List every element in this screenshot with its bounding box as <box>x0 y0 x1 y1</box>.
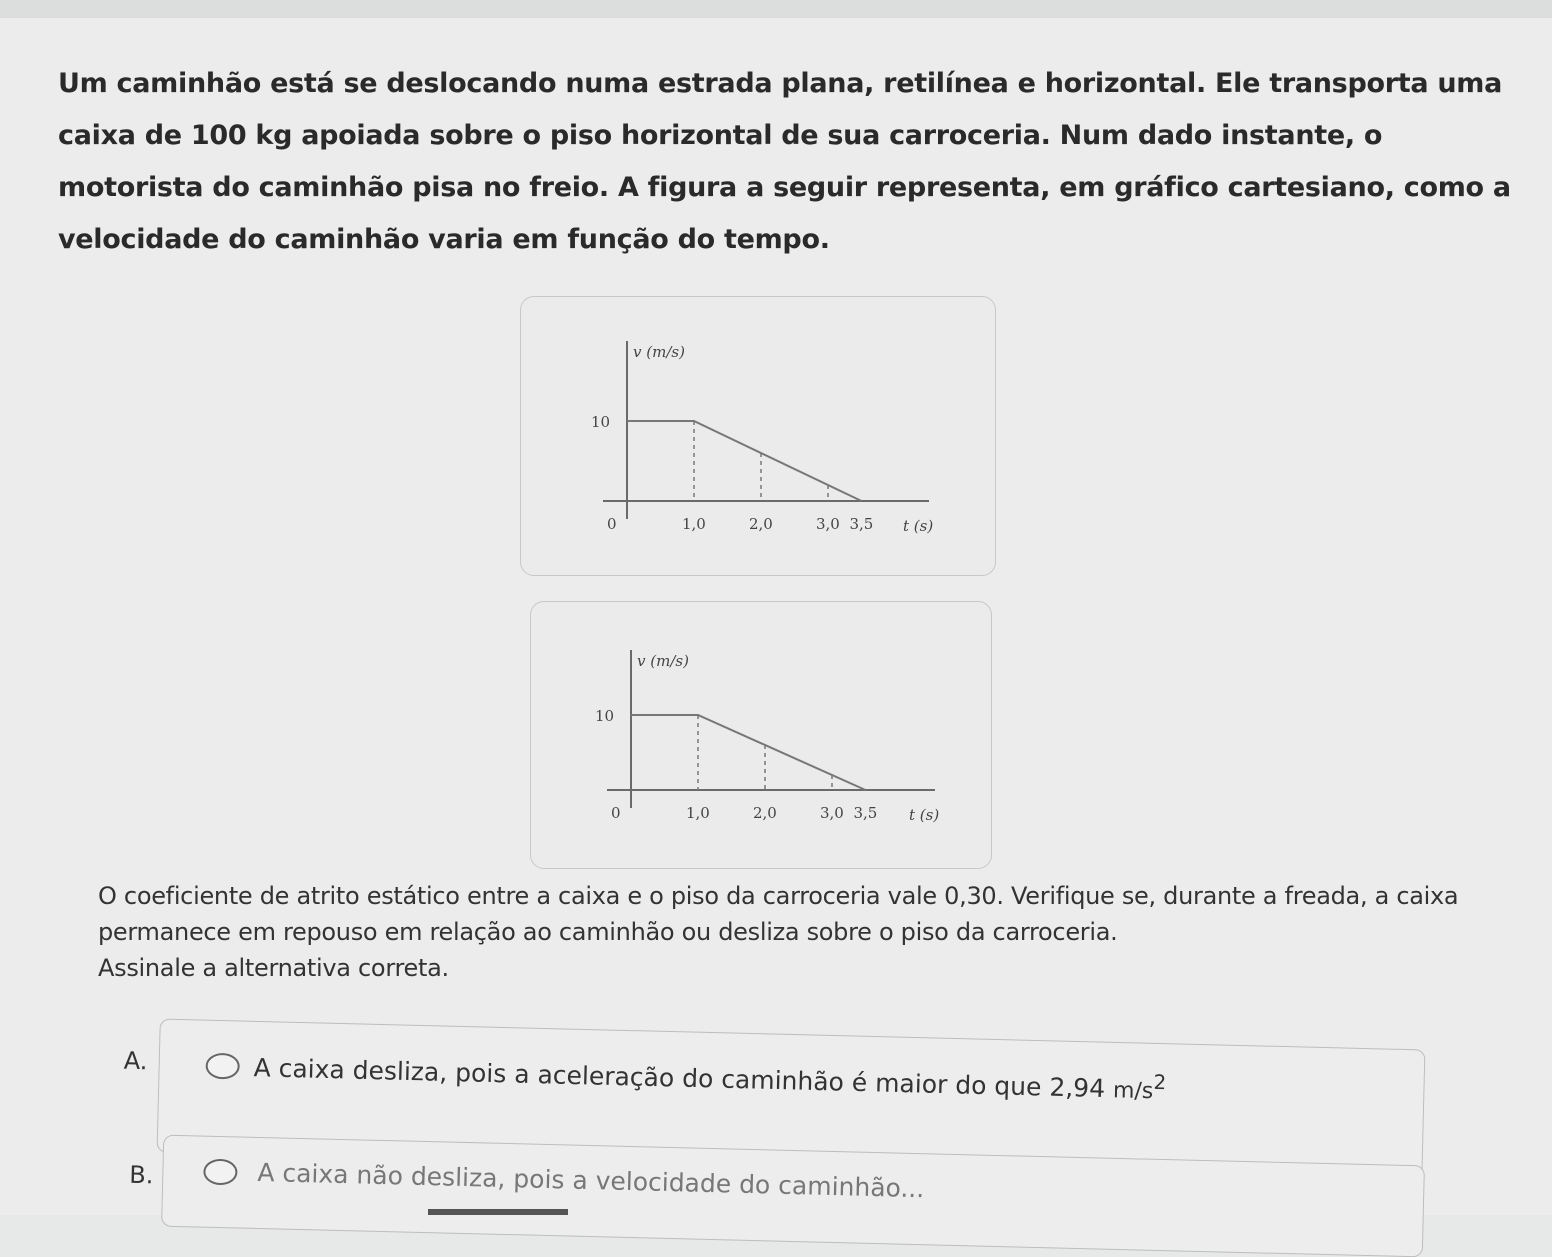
radio-a[interactable] <box>205 1053 240 1080</box>
x-tick-label: 1,0 <box>682 515 706 533</box>
velocity-series-line <box>631 715 866 790</box>
option-a-unit: m/s <box>1112 1078 1154 1105</box>
option-a-text <box>253 1048 1166 1105</box>
question-intro: Um caminhão está se deslocando numa estrada plana, retilínea e horizontal. Ele transporta uma caixa de 100 kg apoiada sobre o piso horizontal de sua carroceria. Num dado instante, o motorista do caminhão pisa no freio. A figura a seguir representa, em gráfico cartesiano, como a velocidade do caminhão varia em função do tempo. <box>58 68 1511 255</box>
velocity-series-line <box>627 421 862 501</box>
question-body <box>98 878 1518 986</box>
x-axis-label: t (s) <box>903 517 934 535</box>
x-tick-label: 2,0 <box>749 515 773 533</box>
x-tick-label: 3,0 <box>816 515 840 533</box>
x-tick-label: 0 <box>607 515 617 533</box>
graph-svg <box>531 602 991 868</box>
y-axis-label: v (m/s) <box>633 343 685 361</box>
option-letter: B. <box>128 1160 154 1190</box>
option-letter: A. <box>123 1046 148 1076</box>
option-a-exponent: 2 <box>1153 1069 1167 1095</box>
question-statement: O coeficiente de atrito estático entre a caixa e o piso da carroceria vale 0,30. Verifique se, durante a freada, a caixa permanece em repouso em relação ao caminhão ou desliza sobre o piso da carroceria. <box>98 882 1459 946</box>
x-tick-label: 2,0 <box>753 804 777 822</box>
y-tick-label: 10 <box>595 707 615 725</box>
option-a-label: A caixa desliza, pois a aceleração do caminhão é maior do que 2,94 <box>253 1053 1106 1103</box>
x-tick-label: 3,5 <box>849 515 874 533</box>
velocity-time-graph <box>520 296 996 576</box>
question-instruction: Assinale a alternativa correta. <box>98 954 449 982</box>
radio-b[interactable] <box>203 1159 238 1186</box>
y-axis-label: v (m/s) <box>637 652 689 670</box>
x-tick-label: 0 <box>611 804 621 822</box>
x-tick-label: 3,5 <box>853 804 878 822</box>
bottom-scroll-indicator <box>428 1209 568 1215</box>
x-tick-label: 1,0 <box>686 804 710 822</box>
option-b-label: A caixa não desliza, pois a velocidade do caminhão... <box>257 1157 925 1204</box>
graph-svg <box>521 297 995 575</box>
velocity-time-graph-duplicate <box>530 601 992 869</box>
x-tick-label: 3,0 <box>820 804 844 822</box>
x-axis-label: t (s) <box>909 806 940 824</box>
y-tick-label: 10 <box>591 413 611 431</box>
